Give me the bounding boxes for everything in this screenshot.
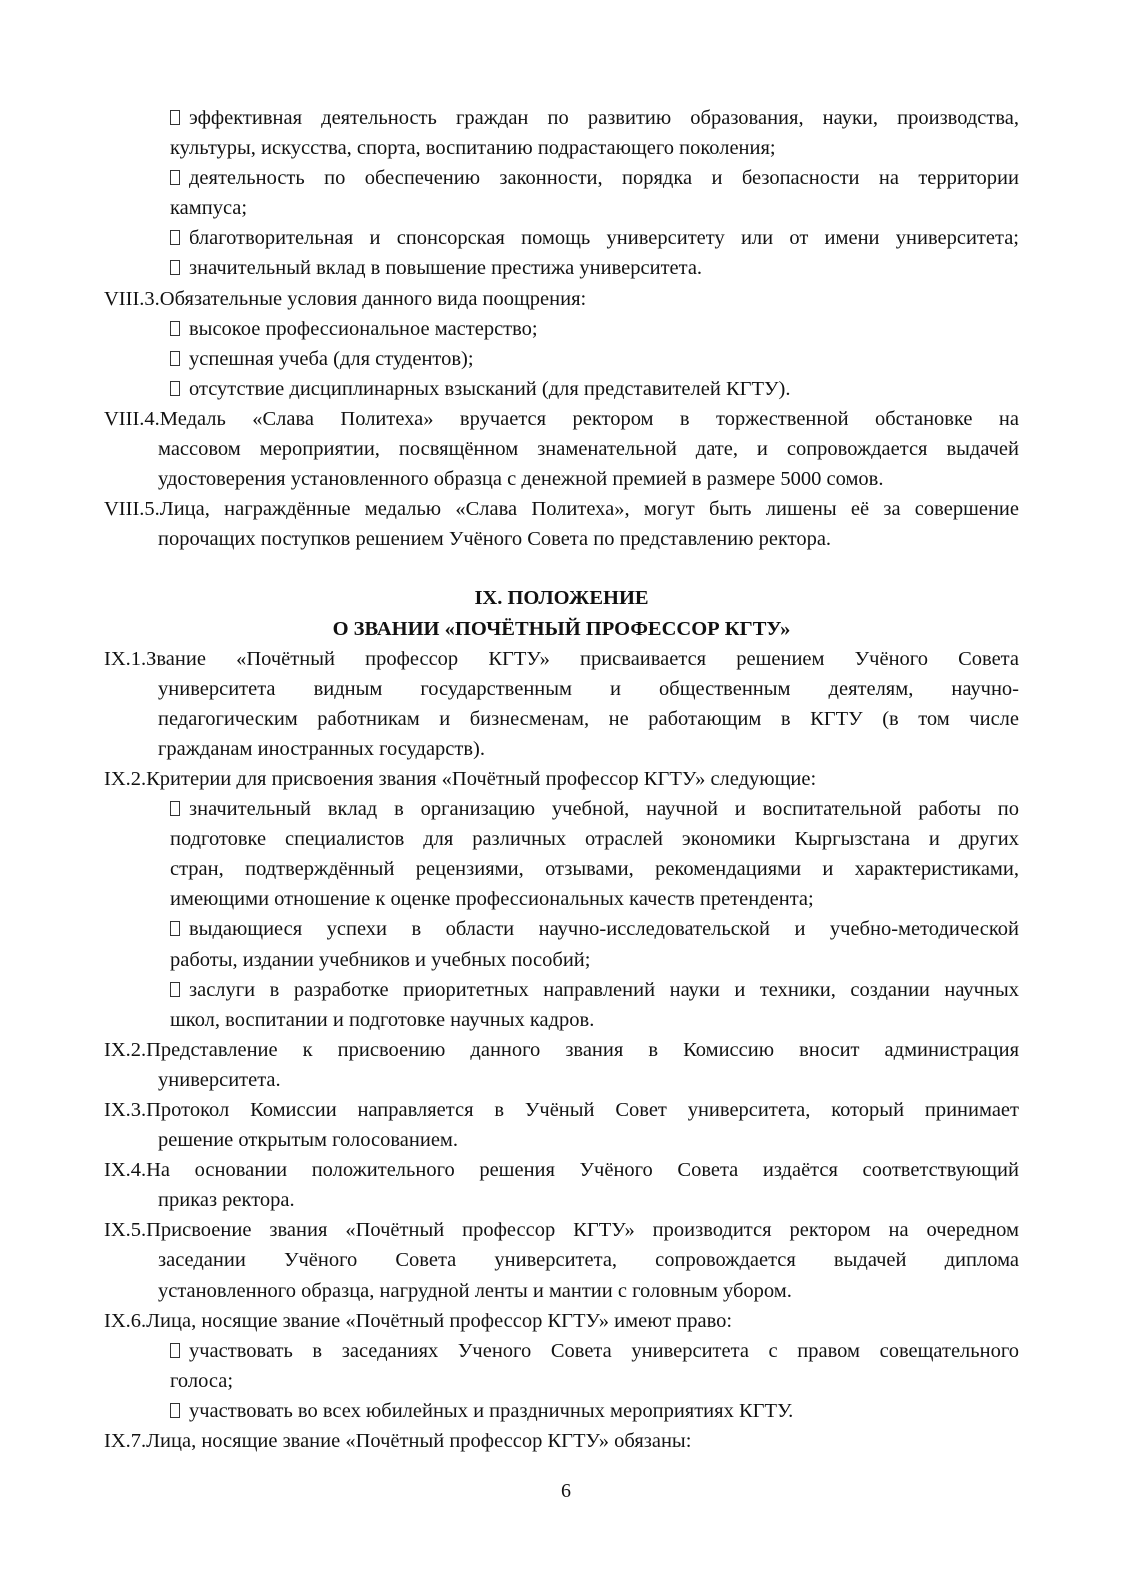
- bullet-item: [104, 374, 1019, 404]
- section-heading: [104, 583, 1019, 613]
- bullet-item: [104, 314, 1019, 344]
- text-line: [104, 734, 1019, 764]
- checkbox-bullet-icon: [170, 381, 180, 396]
- line-text: стран, подтверждённый рецензиями, отзывами, рекомендациями и характеристиками,: [170, 858, 1019, 881]
- text-line: [104, 1125, 1019, 1155]
- line-text: педагогическим работникам и бизнесменам, не работающим в КГТУ (в том числе: [158, 707, 1019, 730]
- line-text: О ЗВАНИИ «ПОЧЁТНЫЙ ПРОФЕССОР КГТУ»: [332, 617, 791, 640]
- text-line: [104, 884, 1019, 914]
- text-line: [104, 1215, 1019, 1245]
- line-text: деятельность по обеспечению законности, порядка и безопасности на территории: [189, 167, 1019, 190]
- line-text: школ, воспитании и подготовке научных кадров.: [170, 1008, 595, 1031]
- text-line: [104, 1276, 1019, 1306]
- line-text: решение открытым голосованием.: [158, 1129, 459, 1152]
- checkbox-bullet-icon: [170, 351, 180, 366]
- checkbox-bullet-icon: [170, 321, 180, 336]
- checkbox-bullet-icon: [170, 170, 180, 185]
- text-line: [104, 1185, 1019, 1215]
- line-text: IX.1.Звание «Почётный профессор КГТУ» присваивается решением Учёного Совета: [104, 647, 1019, 670]
- line-text: IX.7.Лица, носящие звание «Почётный профессор КГТУ» обязаны:: [104, 1430, 692, 1453]
- line-text: работы, издании учебников и учебных пособий;: [170, 948, 591, 971]
- line-text: VIII.4.Медаль «Слава Политеха» вручается ректором в торжественной обстановке на: [104, 407, 1019, 430]
- bullet-item: [104, 223, 1019, 253]
- checkbox-bullet-icon: [170, 982, 180, 997]
- bullet-item: [104, 163, 1019, 193]
- text-line: [104, 1005, 1019, 1035]
- bullet-item: [104, 253, 1019, 283]
- checkbox-bullet-icon: [170, 801, 180, 816]
- line-text: значительный вклад в повышение престижа университета.: [189, 257, 703, 280]
- document-page: [104, 103, 1019, 1456]
- text-line: [104, 133, 1019, 163]
- line-text: удостоверения установленного образца с денежной премией в размере 5000 сомов.: [158, 468, 884, 491]
- line-text: участвовать во всех юбилейных и праздничных мероприятиях КГТУ.: [189, 1399, 794, 1422]
- line-text: благотворительная и спонсорская помощь университету или от имени университета;: [189, 227, 1019, 250]
- page-number: 6: [561, 1480, 571, 1502]
- checkbox-bullet-icon: [170, 1403, 180, 1418]
- line-text: голоса;: [170, 1369, 234, 1392]
- checkbox-bullet-icon: [170, 1343, 180, 1358]
- text-line: [104, 1426, 1019, 1456]
- line-text: IX. ПОЛОЖЕНИЕ: [474, 587, 649, 610]
- line-text: выдающиеся успехи в области научно-исследовательской и учебно-методической: [189, 918, 1019, 941]
- text-line: [104, 824, 1019, 854]
- checkbox-bullet-icon: [170, 921, 180, 936]
- text-line: [104, 404, 1019, 434]
- bullet-item: [104, 794, 1019, 824]
- line-text: имеющими отношение к оценке профессиональных качеств претендента;: [170, 888, 814, 911]
- text-line: [104, 1366, 1019, 1396]
- text-line: [104, 704, 1019, 734]
- line-text: отсутствие дисциплинарных взысканий (для представителей КГТУ).: [189, 377, 791, 400]
- line-text: эффективная деятельность граждан по развитию образования, науки, производства,: [189, 107, 1019, 129]
- line-text: университета.: [158, 1068, 281, 1091]
- text-line: [104, 524, 1019, 554]
- text-line: [104, 284, 1019, 314]
- text-line: [104, 1065, 1019, 1095]
- line-text: IX.6.Лица, носящие звание «Почётный профессор КГТУ» имеют право:: [104, 1309, 733, 1332]
- bullet-item: [104, 914, 1019, 944]
- text-line: [104, 1306, 1019, 1336]
- line-text: IX.5.Присвоение звания «Почётный профессор КГТУ» производится ректором на очередном: [104, 1219, 1019, 1242]
- line-text: порочащих поступков решением Учёного Совета по представлению ректора.: [158, 528, 832, 551]
- line-text: VIII.3.Обязательные условия данного вида поощрения:: [104, 287, 587, 310]
- line-text: культуры, искусства, спорта, воспитанию подрастающего поколения;: [170, 137, 776, 160]
- bullet-item: [104, 975, 1019, 1005]
- line-text: университета видным государственным и общественным деятелям, научно-: [158, 677, 1019, 700]
- text-line: [104, 674, 1019, 704]
- line-text: IX.3.Протокол Комиссии направляется в Учёный Совет университета, который принимает: [104, 1099, 1019, 1121]
- checkbox-bullet-icon: [170, 260, 180, 275]
- line-text: IX.4.На основании положительного решения Учёного Совета издаётся соответствующий: [104, 1159, 1019, 1182]
- section-spacer: [104, 554, 1019, 583]
- text-line: [104, 434, 1019, 464]
- text-line: [104, 945, 1019, 975]
- checkbox-bullet-icon: [170, 230, 180, 245]
- text-line: [104, 764, 1019, 794]
- text-line: [104, 1245, 1019, 1275]
- line-text: участвовать в заседаниях Ученого Совета университета с правом совещательного: [189, 1339, 1019, 1362]
- checkbox-bullet-icon: [170, 110, 180, 125]
- line-text: подготовке специалистов для различных отраслей экономики Кыргызстана и других: [170, 828, 1019, 851]
- line-text: кампуса;: [170, 197, 248, 220]
- line-text: VIII.5.Лица, награждённые медалью «Слава Политеха», могут быть лишены её за совершение: [104, 498, 1019, 521]
- line-text: приказ ректора.: [158, 1189, 295, 1212]
- bullet-item: [104, 1336, 1019, 1366]
- text-line: [104, 464, 1019, 494]
- line-text: значительный вклад в организацию учебной, научной и воспитательной работы по: [189, 798, 1019, 821]
- bullet-item: [104, 1396, 1019, 1426]
- text-line: [104, 1035, 1019, 1065]
- line-text: IX.2.Критерии для присвоения звания «Почётный профессор КГТУ» следующие:: [104, 767, 817, 790]
- line-text: массовом мероприятии, посвящённом знаменательной дате, и сопровождается выдачей: [158, 438, 1019, 461]
- line-text: заслуги в разработке приоритетных направлений науки и техники, создании научных: [189, 978, 1019, 1001]
- text-line: [104, 1095, 1019, 1125]
- text-line: [104, 644, 1019, 674]
- bullet-item: [104, 103, 1019, 133]
- line-text: высокое профессиональное мастерство;: [189, 317, 538, 340]
- line-text: гражданам иностранных государств).: [158, 737, 485, 760]
- text-line: [104, 494, 1019, 524]
- text-line: [104, 1155, 1019, 1185]
- text-line: [104, 193, 1019, 223]
- text-line: [104, 854, 1019, 884]
- line-text: установленного образца, нагрудной ленты и мантии с головным убором.: [158, 1279, 792, 1302]
- line-text: заседании Учёного Совета университета, сопровождается выдачей диплома: [158, 1249, 1019, 1272]
- line-text: успешная учеба (для студентов);: [189, 347, 474, 370]
- section-heading: [104, 614, 1019, 644]
- line-text: IX.2.Представление к присвоению данного звания в Комиссию вносит администрация: [104, 1038, 1019, 1061]
- bullet-item: [104, 344, 1019, 374]
